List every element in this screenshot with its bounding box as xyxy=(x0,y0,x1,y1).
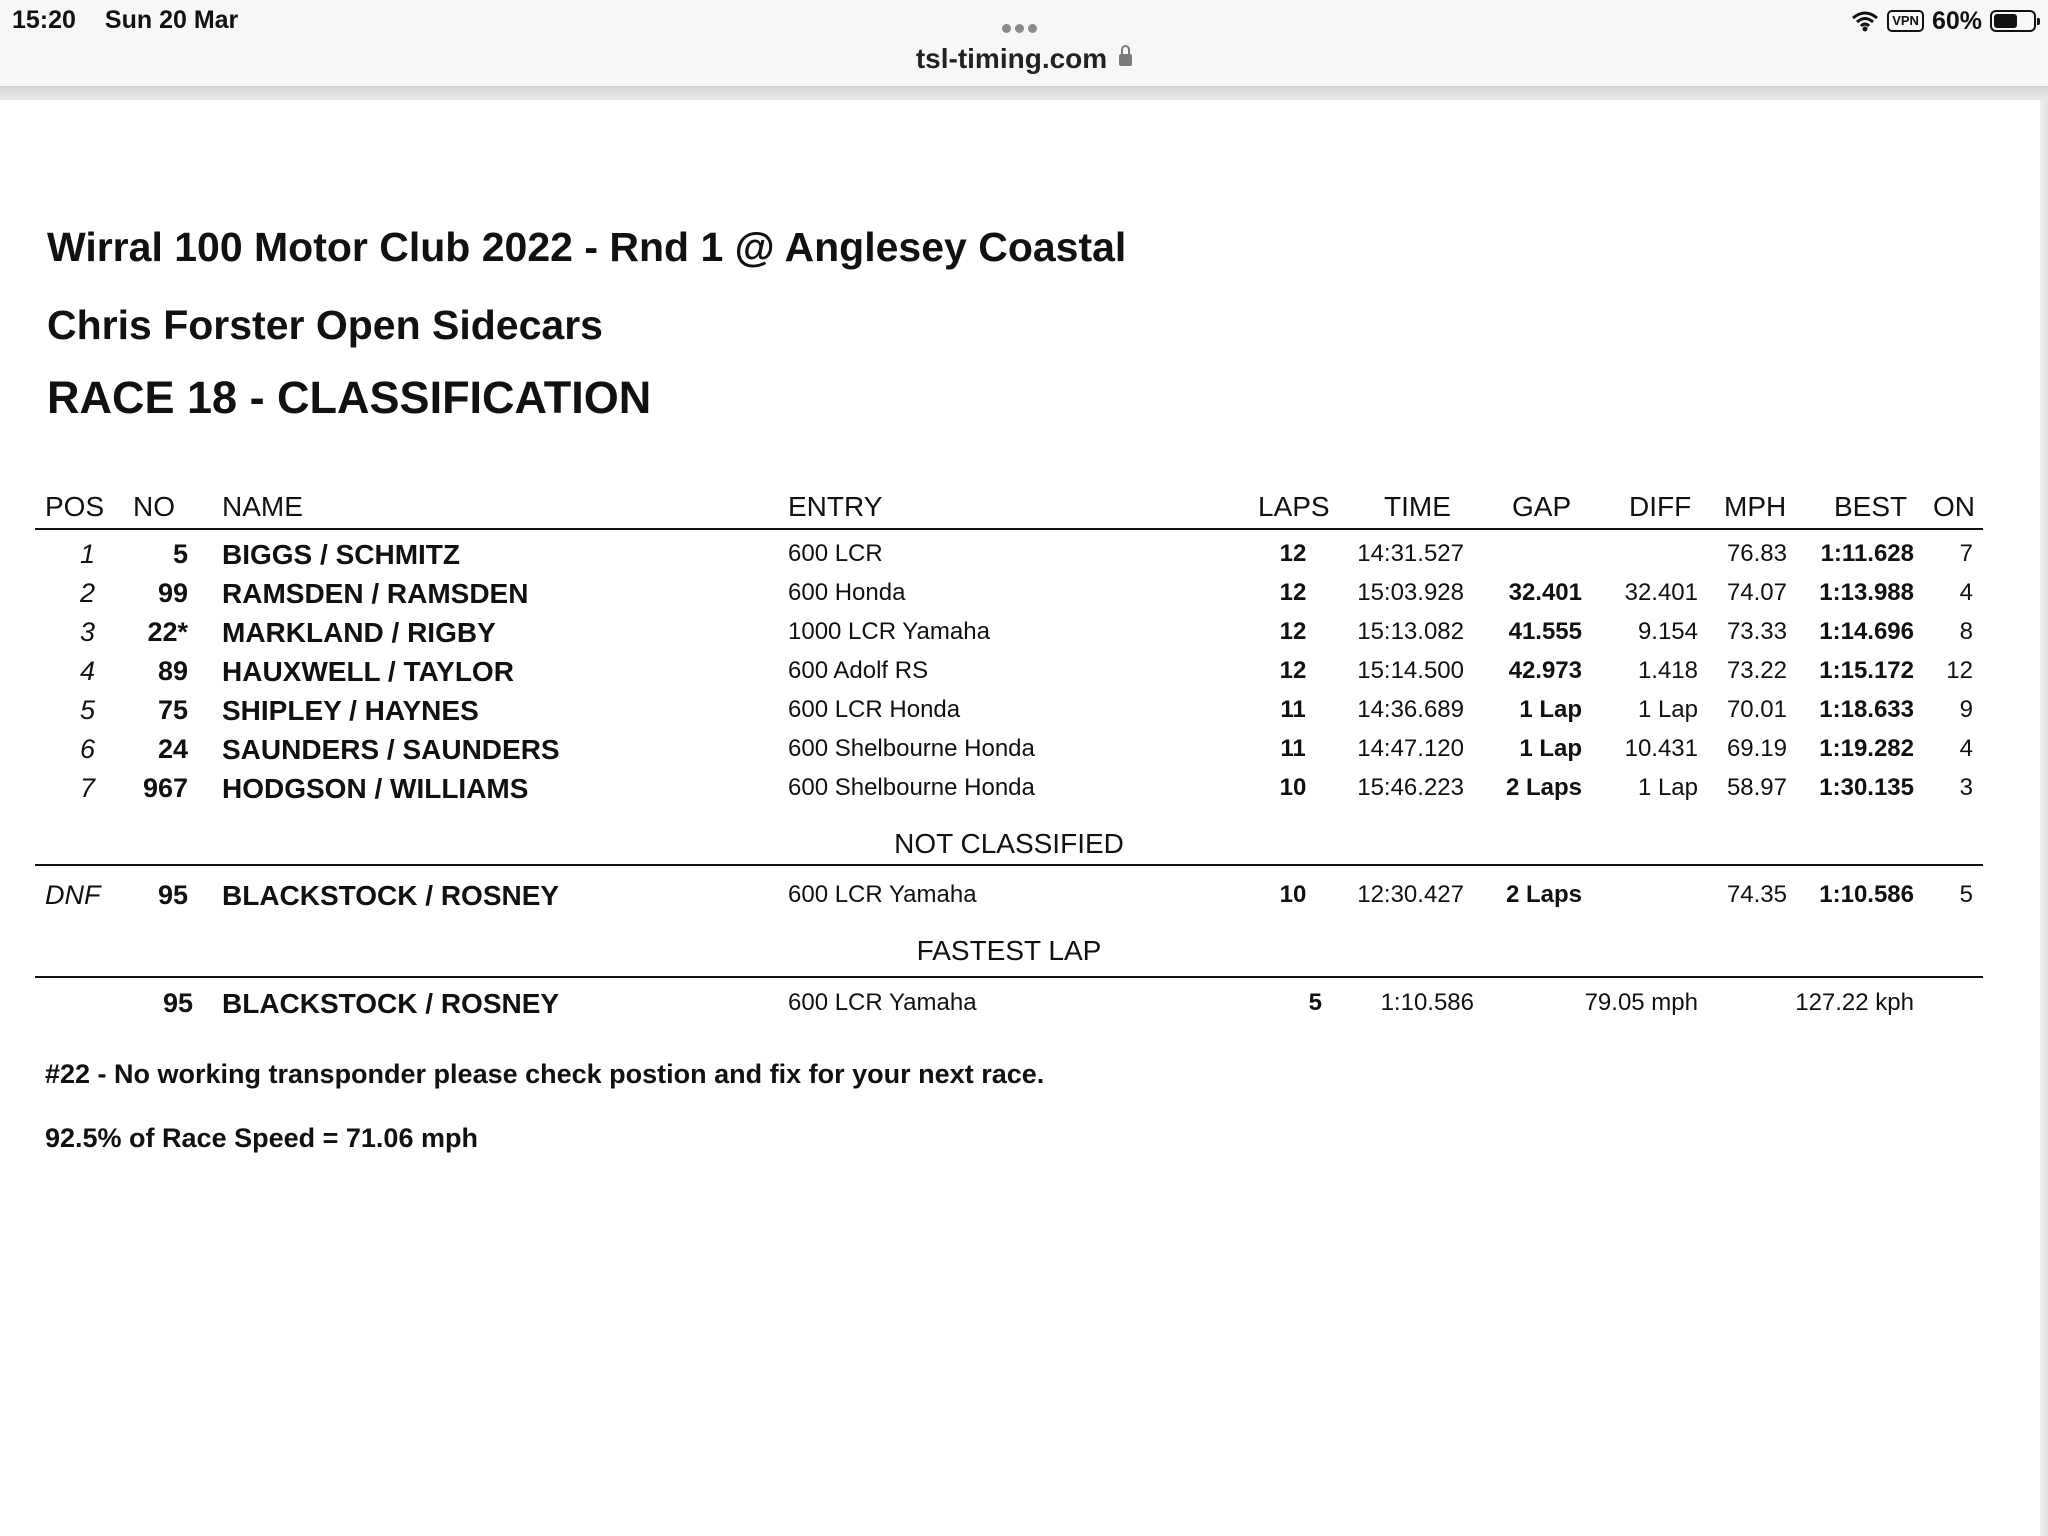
row-diff: 10.431 xyxy=(1624,735,1698,762)
row-name: RAMSDEN / RAMSDEN xyxy=(222,578,529,609)
row-time: 15:13.082 xyxy=(1357,618,1464,645)
row-laps: 12 xyxy=(1279,618,1307,645)
row-best: 1:11.628 xyxy=(1820,540,1914,567)
toolbar-divider xyxy=(0,86,2048,100)
fastest-kph: 127.22 kph xyxy=(1795,989,1914,1016)
row-time: 14:31.527 xyxy=(1357,540,1464,567)
wifi-icon xyxy=(1851,10,1879,32)
col-gap-header: GAP xyxy=(1512,491,1572,522)
row-entry: 1000 LCR Yamaha xyxy=(788,618,990,645)
row-entry: 600 Adolf RS xyxy=(788,657,929,684)
fastest-no: 95 xyxy=(162,988,193,1018)
fastest-lap-rule xyxy=(35,976,1983,978)
row-name: MARKLAND / RIGBY xyxy=(222,617,496,648)
row-gap: 32.401 xyxy=(1508,579,1582,606)
fastest-lap-label: FASTEST LAP xyxy=(916,935,1102,966)
event-title: Wirral 100 Motor Club 2022 - Rnd 1 @ Anglesey Coastal xyxy=(47,224,1127,270)
col-diff-header: DIFF xyxy=(1629,491,1692,522)
row-laps: 10 xyxy=(1279,881,1307,908)
battery-fill xyxy=(1994,14,2017,28)
address-bar[interactable] xyxy=(0,40,2048,86)
row-mph: 73.22 xyxy=(1726,657,1787,684)
row-gap: 2 Laps xyxy=(1505,774,1582,801)
fastest-name: BLACKSTOCK / ROSNEY xyxy=(222,988,560,1019)
row-mph: 58.97 xyxy=(1726,774,1787,801)
row-pos: 5 xyxy=(79,695,95,725)
row-gap: 2 Laps xyxy=(1505,881,1582,908)
row-no: 22* xyxy=(147,617,188,647)
row-entry: 600 Shelbourne Honda xyxy=(788,735,1035,762)
row-name: BIGGS / SCHMITZ xyxy=(222,539,460,570)
col-pos-header: POS xyxy=(45,491,105,522)
row-pos: 4 xyxy=(79,656,95,686)
row-name: SAUNDERS / SAUNDERS xyxy=(222,734,560,765)
row-time: 15:46.223 xyxy=(1357,774,1464,801)
row-no: 5 xyxy=(172,539,188,569)
row-best: 1:10.586 xyxy=(1819,881,1914,908)
col-name-header: NAME xyxy=(222,491,303,522)
row-no: 75 xyxy=(157,695,188,725)
row-no: 967 xyxy=(142,773,188,803)
class-title: Chris Forster Open Sidecars xyxy=(47,302,603,348)
row-gap: 41.555 xyxy=(1508,618,1582,645)
row-pos: 2 xyxy=(79,578,95,608)
status-bar xyxy=(0,0,2048,40)
row-no: 99 xyxy=(157,578,188,608)
row-laps: 12 xyxy=(1279,540,1307,567)
row-time: 14:47.120 xyxy=(1357,735,1464,762)
row-gap: 1 Lap xyxy=(1519,696,1582,723)
row-time: 15:14.500 xyxy=(1357,657,1464,684)
col-time-header: TIME xyxy=(1384,491,1451,522)
row-name: BLACKSTOCK / ROSNEY xyxy=(222,880,560,911)
row-diff: 32.401 xyxy=(1624,579,1698,606)
status-indicators xyxy=(1851,6,2036,36)
row-on: 7 xyxy=(1959,540,1973,567)
row-on: 8 xyxy=(1959,618,1973,645)
row-diff: 9.154 xyxy=(1637,618,1698,645)
row-best: 1:14.696 xyxy=(1819,618,1914,645)
url-text[interactable]: tsl-timing.com xyxy=(915,43,1108,74)
row-best: 1:30.135 xyxy=(1819,774,1914,801)
row-mph: 69.19 xyxy=(1726,735,1787,762)
row-time: 15:03.928 xyxy=(1357,579,1464,606)
lock-icon xyxy=(1119,54,1132,66)
row-no: 95 xyxy=(157,880,188,910)
row-name: SHIPLEY / HAYNES xyxy=(222,695,479,726)
battery-percent: 60% xyxy=(1931,6,1982,35)
row-entry: 600 Shelbourne Honda xyxy=(788,774,1035,801)
row-laps: 12 xyxy=(1279,579,1307,606)
row-name: HAUXWELL / TAYLOR xyxy=(222,656,514,687)
row-pos: 7 xyxy=(79,773,95,803)
row-laps: 12 xyxy=(1279,657,1307,684)
col-on-header: ON xyxy=(1933,491,1975,522)
tab-dots-icon[interactable] xyxy=(1002,20,1046,30)
row-best: 1:18.633 xyxy=(1819,696,1914,723)
row-pos: 6 xyxy=(79,734,95,764)
row-mph: 74.35 xyxy=(1726,881,1787,908)
page-edge xyxy=(2040,100,2048,1536)
row-laps: 11 xyxy=(1280,735,1306,762)
row-entry: 600 Honda xyxy=(788,579,906,606)
row-gap: 1 Lap xyxy=(1519,735,1582,762)
row-mph: 74.07 xyxy=(1726,579,1787,606)
row-entry: 600 LCR xyxy=(788,540,883,567)
row-pos: 3 xyxy=(79,617,95,647)
vpn-badge: VPN xyxy=(1887,10,1924,32)
not-classified-rule xyxy=(35,864,1983,866)
col-laps-header: LAPS xyxy=(1258,491,1330,522)
status-time: 15:20 xyxy=(12,6,76,34)
col-no-header: NO xyxy=(133,491,175,522)
row-mph: 76.83 xyxy=(1726,540,1787,567)
row-entry: 600 LCR Honda xyxy=(788,696,961,723)
transponder-note: #22 - No working transponder please check postion and fix for your next race. xyxy=(45,1059,1045,1089)
fastest-mph: 79.05 mph xyxy=(1584,989,1698,1016)
row-mph: 70.01 xyxy=(1726,696,1787,723)
row-diff: 1.418 xyxy=(1637,657,1698,684)
row-on: 4 xyxy=(1959,735,1973,762)
row-mph: 73.33 xyxy=(1726,618,1787,645)
row-on: 5 xyxy=(1959,881,1973,908)
battery-icon xyxy=(1990,10,2036,32)
row-entry: 600 LCR Yamaha xyxy=(788,881,977,908)
row-laps: 11 xyxy=(1280,696,1306,723)
col-entry-header: ENTRY xyxy=(788,491,883,522)
not-classified-label: NOT CLASSIFIED xyxy=(894,828,1124,859)
row-diff: 1 Lap xyxy=(1637,774,1698,801)
row-name: HODGSON / WILLIAMS xyxy=(222,773,529,804)
row-no: 24 xyxy=(157,734,188,764)
row-on: 9 xyxy=(1959,696,1973,723)
race-title: RACE 18 - CLASSIFICATION xyxy=(47,372,652,423)
row-time: 12:30.427 xyxy=(1357,881,1464,908)
row-best: 1:13.988 xyxy=(1819,579,1914,606)
row-best: 1:19.282 xyxy=(1819,735,1914,762)
row-on: 4 xyxy=(1959,579,1973,606)
header-rule xyxy=(35,528,1983,530)
row-gap: 42.973 xyxy=(1508,657,1582,684)
col-best-header: BEST xyxy=(1834,491,1908,522)
row-time: 14:36.689 xyxy=(1357,696,1464,723)
row-no: 89 xyxy=(157,656,188,686)
row-on: 12 xyxy=(1946,657,1973,684)
fastest-entry: 600 LCR Yamaha xyxy=(788,989,977,1016)
row-diff: 1 Lap xyxy=(1637,696,1698,723)
status-date: Sun 20 Mar xyxy=(104,6,239,34)
fastest-time: 1:10.586 xyxy=(1380,989,1474,1016)
row-on: 3 xyxy=(1959,774,1973,801)
row-pos: 1 xyxy=(79,539,95,569)
col-mph-header: MPH xyxy=(1724,491,1787,522)
status-time-date xyxy=(12,6,260,35)
race-speed-note: 92.5% of Race Speed = 71.06 mph xyxy=(45,1123,478,1153)
row-laps: 10 xyxy=(1279,774,1307,801)
row-pos: DNF xyxy=(45,880,101,910)
row-best: 1:15.172 xyxy=(1819,657,1914,684)
fastest-lap-number: 5 xyxy=(1308,989,1322,1016)
